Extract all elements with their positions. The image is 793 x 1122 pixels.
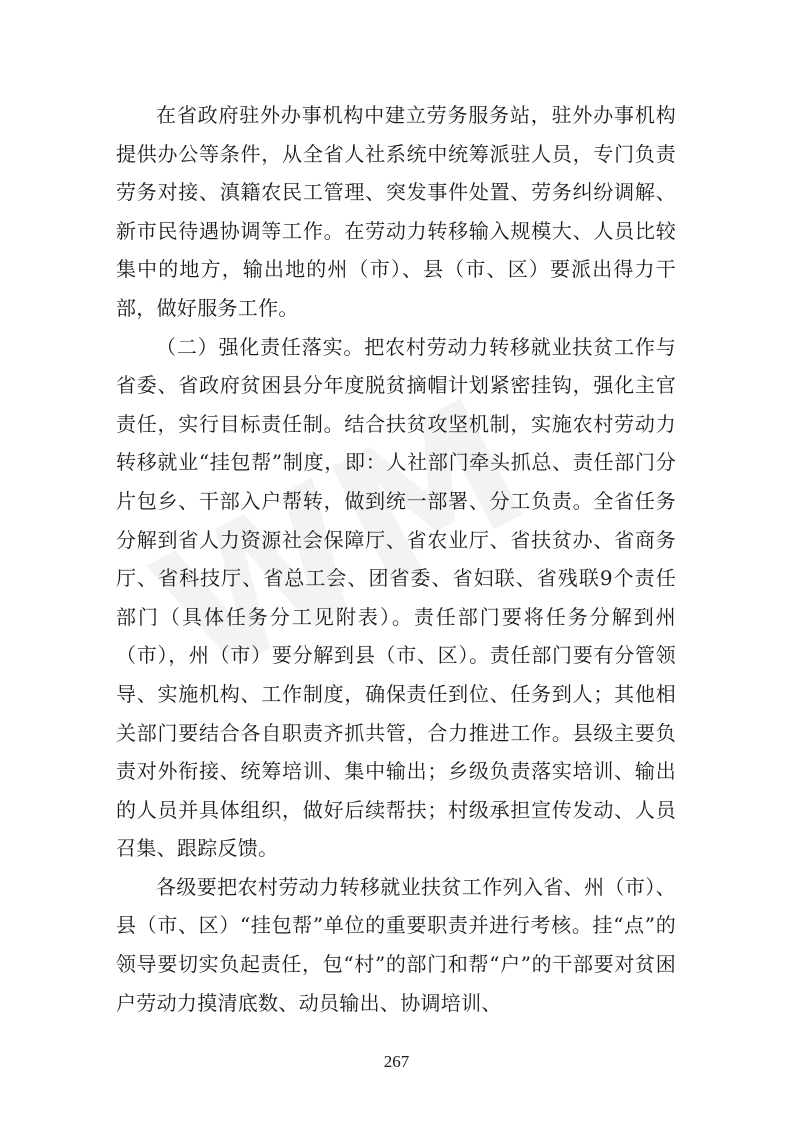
paragraph-responsibility: （二）强化责任落实。把农村劳动力转移就业扶贫工作与省委、省政府贫困县分年度脱贫摘帽计划紧密挂钩，强化主官责任，实行目标责任制。结合扶贫攻坚机制，实施农村劳动力转移就业“挂包帮”制度，即：人社部门牵头抓总、责任部门分片包乡、干部入户帮转，做到统一部署、分工负责。全省任务分解到省人力资源社会保障厅、省农业厅、省扶贫办、省商务厅、省科技厅、省总工会、团省委、省妇联、省残联9个责任部门（具体任务分工见附表）。责任部门要将任务分解到州（市），州（市）要分解到县（市、区）。责任部门要有分管领导、实施机构、工作制度，确保责任到位、任务到人；其他相关部门要结合各自职责齐抓共管，合力推进工作。县级主要负责对外衔接、统筹培训、集中输出；乡级负责落实培训、输出的人员并具体组织，做好后续帮扶；村级承担宣传发动、人员召集、跟踪反馈。 xyxy=(116,334,676,861)
document-body xyxy=(116,96,676,1022)
page-number: 267 xyxy=(383,1052,410,1071)
paragraph-labor-service-stations: 在省政府驻外办事机构中建立劳务服务站，驻外办事机构提供办公等条件，从全省人社系统中统筹派驻人员，专门负责劳务对接、滇籍农民工管理、突发事件处置、劳务纠纷调解、新市民待遇协调等工作。在劳动力转移输入规模大、人员比较集中的地方，输出地的州（市）、县（市、区）要派出得力干部，做好服务工作。 xyxy=(116,103,676,320)
paragraph-assessment: 各级要把农村劳动力转移就业扶贫工作列入省、州（市）、县（市、区）“挂包帮”单位的重要职责并进行考核。挂“点”的领导要切实负起责任，包“村”的部门和帮“户”的干部要对贫困户劳动力摸清底数、动员输出、协调培训、 xyxy=(116,874,676,1015)
